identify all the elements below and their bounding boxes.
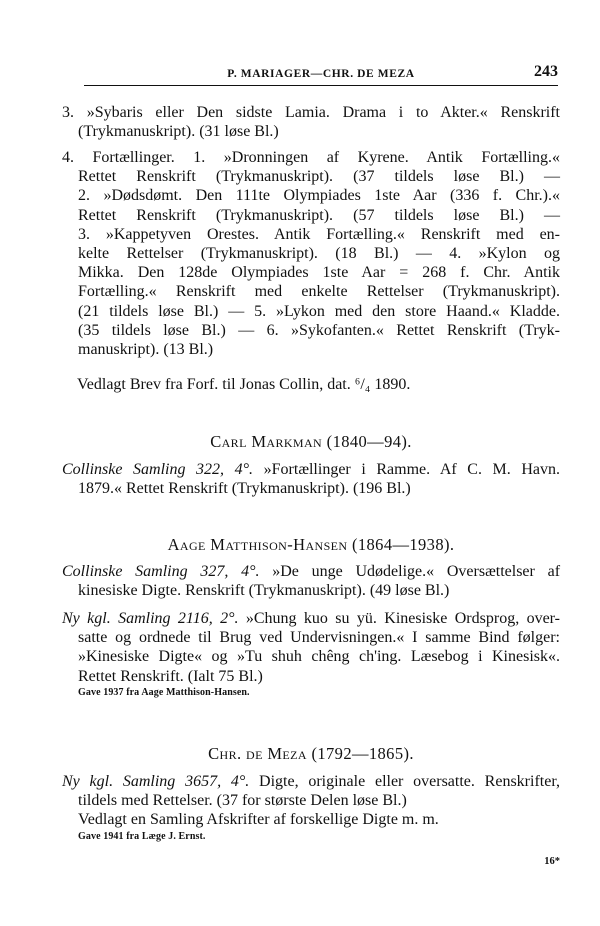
entry-line: tildels med Rettelser. (37 for største Delen løse Bl.): [78, 792, 407, 810]
enclosed-letter-note: Vedlagt Brev fra Forf. til Jonas Collin, dat. ⁶/₄ 1890.: [77, 376, 411, 393]
entry-line: (35 tildels løse Bl.) — 6. »Sykofanten.« Rettet Renskrift (Tryk-: [78, 321, 560, 339]
mariager-item-4: [62, 148, 560, 359]
gift-note: Gave 1937 fra Aage Matthison-Hansen.: [78, 686, 250, 698]
matthison-entry-2: [62, 609, 560, 699]
entry-line: Mikka. Den 128de Olympiades 1ste Aar = 268 f. Chr. Antik: [78, 264, 560, 282]
entry-line: (21 tildels løse Bl.) — 5. »Lykon med den store Haand.« Kladde.: [78, 302, 560, 320]
entry-line: Fortællinger. 1. »Dronningen af Kyrene. Antik Fortælling.«: [92, 149, 560, 166]
collection-ref: Collinske Samling 322, 4°.: [62, 461, 254, 478]
entry-line: »Chung kuo su yü. Kinesiske Ordsprog, over-: [245, 610, 561, 627]
author-heading-de-meza: [62, 744, 560, 764]
entry-line: manuskript). (13 Bl.): [78, 341, 214, 359]
entry-line: Fortælling.« Renskrift med enkelte Rettelser (Trykmanuskript).: [78, 283, 560, 301]
collection-ref: Collinske Samling 327, 4°.: [62, 563, 260, 580]
matthison-entry-1: [62, 562, 560, 600]
meza-entry: [62, 772, 560, 843]
collection-ref: Ny kgl. Samling 2116, 2°.: [62, 610, 239, 627]
entry-line: Digte, originale eller oversatte. Renskrifter,: [259, 773, 561, 790]
entry-line: »Kinesiske Digte« og »Tu shuh chêng ch'ing. Læsebog i Kinesisk«.: [78, 648, 560, 666]
item-number: 3.: [62, 104, 74, 121]
markman-entry: [62, 460, 560, 498]
author-name: Carl Markman: [210, 432, 323, 451]
running-title: P. MARIAGER—CHR. DE MEZA: [227, 68, 415, 80]
enclosed-note: Vedlagt en Samling Afskrifter af forskellige Digte m. m.: [78, 811, 439, 829]
entry-line: kinesiske Digte. Renskrift (Trykmanuskript). (49 løse Bl.): [78, 582, 450, 600]
item-number: 4.: [62, 149, 74, 166]
entry-line: Rettet Renskrift. (Ialt 75 Bl.): [78, 667, 263, 685]
running-header: [84, 62, 558, 84]
entry-line: 2. »Dødsdømt. Den 111te Olympiades 1ste Aar (336 f. Chr.).«: [78, 187, 560, 205]
entry-line: »Fortællinger i Ramme. Af C. M. Havn.: [263, 461, 561, 478]
author-heading-matthison-hansen: [62, 535, 560, 555]
author-name: Chr. de Meza: [208, 744, 307, 763]
gift-note: Gave 1941 fra Læge J. Ernst.: [78, 830, 206, 842]
author-heading-markman: [62, 432, 560, 452]
entry-line: (Trykmanuskript). (31 løse Bl.): [78, 123, 279, 141]
author-dates: (1864—1938).: [351, 535, 455, 554]
entry-line: satte og ordnede til Brug ved Undervisningen.« I samme Bind følger:: [78, 629, 560, 647]
header-rule: [84, 85, 558, 86]
entry-line: »Sybaris eller Den sidste Lamia. Drama i to Akter.« Renskrift: [86, 104, 560, 121]
entry-line: Rettet Renskrift (Trykmanuskript). (57 tildels løse Bl.) —: [78, 206, 560, 224]
entry-line: Rettet Renskrift (Trykmanuskript). (37 tildels løse Bl.) —: [78, 168, 560, 186]
signature-mark: 16*: [544, 856, 560, 867]
entry-line: 1879.« Rettet Renskrift (Trykmanuskript). (196 Bl.): [78, 480, 411, 498]
page-number: 243: [534, 63, 558, 80]
collection-ref: Ny kgl. Samling 3657, 4°.: [62, 773, 250, 790]
author-name: Aage Matthison-Hansen: [167, 535, 348, 554]
mariager-item-3: [62, 103, 560, 141]
entry-line: 3. »Kappetyven Orestes. Antik Fortælling.« Renskrift med en-: [78, 225, 560, 243]
entry-line: kelte Rettelser (Trykmanuskript). (18 Bl.) — 4. »Kylon og: [78, 245, 560, 263]
author-dates: (1792—1865).: [311, 744, 414, 763]
entry-line: »De unge Udødelige.« Oversættelser af: [272, 563, 561, 580]
author-dates: (1840—94).: [326, 432, 412, 451]
